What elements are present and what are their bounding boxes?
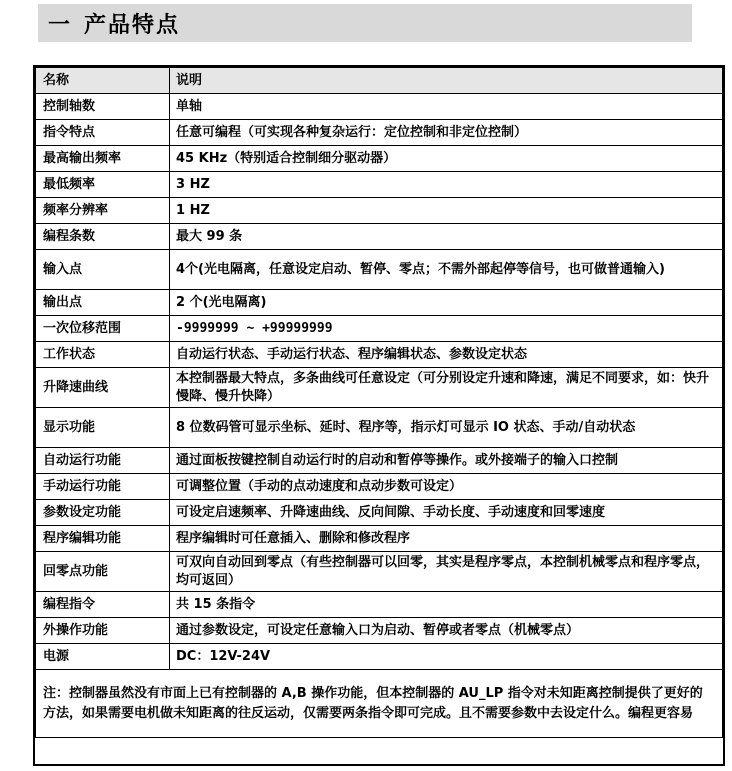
table-row: [36, 552, 723, 592]
section-title: 产品特点: [84, 12, 181, 38]
row-name: 手动运行功能: [36, 474, 170, 500]
row-desc: 4个(光电隔离，任意设定启动、暂停、零点；不需外部起停等信号，也可做普通输入): [170, 250, 723, 290]
row-desc: 8 位数码管可显示坐标、延时、程序等，指示灯可显示 IO 状态、手动/自动状态: [170, 408, 723, 448]
table-row: [36, 618, 723, 644]
table-row: [36, 198, 723, 224]
row-desc: 单轴: [170, 94, 723, 120]
row-desc: 共 15 条指令: [170, 592, 723, 618]
row-name: 升降速曲线: [36, 368, 170, 408]
row-desc: 通过面板按键控制自动运行时的启动和暂停等操作。或外接端子的输入口控制: [170, 448, 723, 474]
row-desc: 1 HZ: [170, 198, 723, 224]
table-row: [36, 592, 723, 618]
row-name: 程序编辑功能: [36, 526, 170, 552]
row-name: 回零点功能: [36, 552, 170, 592]
row-desc: 程序编辑时可任意插入、删除和修改程序: [170, 526, 723, 552]
row-name: 最低频率: [36, 172, 170, 198]
table-row: [36, 290, 723, 316]
table-row: [36, 644, 723, 670]
table-row: [36, 172, 723, 198]
table-row: [36, 250, 723, 290]
row-name: 输出点: [36, 290, 170, 316]
row-desc: 本控制器最大特点，多条曲线可任意设定（可分别设定升速和降速，满足不同要求，如：快升慢降、慢升快降）: [170, 368, 723, 408]
row-name: 显示功能: [36, 408, 170, 448]
row-desc: 任意可编程（可实现各种复杂运行：定位控制和非定位控制）: [170, 120, 723, 146]
table-row: [36, 368, 723, 408]
section-header: [38, 4, 692, 42]
table-row: [36, 94, 723, 120]
row-desc: -9999999 ~ +99999999: [170, 316, 723, 342]
table-row: [36, 224, 723, 250]
row-name: 工作状态: [36, 342, 170, 368]
row-name: 编程条数: [36, 224, 170, 250]
table-row: [36, 448, 723, 474]
row-name: 频率分辨率: [36, 198, 170, 224]
row-desc: 可设定启速频率、升降速曲线、反向间隙、手动长度、手动速度和回零速度: [170, 500, 723, 526]
table-row: [36, 474, 723, 500]
section-number: 一: [48, 12, 71, 38]
row-name: 外操作功能: [36, 618, 170, 644]
row-name: 一次位移范围: [36, 316, 170, 342]
row-desc: 最大 99 条: [170, 224, 723, 250]
row-name: 指令特点: [36, 120, 170, 146]
table-row: [36, 342, 723, 368]
row-name: 电源: [36, 644, 170, 670]
row-desc: 可双向自动回到零点（有些控制器可以回零，其实是程序零点，本控制机械零点和程序零点，均可返回）: [170, 552, 723, 592]
column-header-desc: 说明: [170, 68, 723, 94]
note-text: 注：控制器虽然没有市面上已有控制器的 A,B 操作功能，但本控制器的 AU_LP 指令对未知距离控制提供了更好的方法，如果需要电机做未知距离的往反运动，仅需要两条指令即可完成。且不需要参数中去设定什么。编程更容易: [36, 670, 723, 738]
table-row: [36, 120, 723, 146]
row-desc: 自动运行状态、手动运行状态、程序编辑状态、参数设定状态: [170, 342, 723, 368]
row-name: 输入点: [36, 250, 170, 290]
table-row: [36, 146, 723, 172]
table-row: [36, 500, 723, 526]
row-name: 最高输出频率: [36, 146, 170, 172]
table-row: [36, 408, 723, 448]
row-name: 控制轴数: [36, 94, 170, 120]
column-header-name: 名称: [36, 68, 170, 94]
table-row: [36, 316, 723, 342]
row-desc: DC：12V-24V: [170, 644, 723, 670]
table-header-row: [36, 68, 723, 94]
row-desc: 3 HZ: [170, 172, 723, 198]
row-name: 编程指令: [36, 592, 170, 618]
row-name: 自动运行功能: [36, 448, 170, 474]
row-desc: 通过参数设定，可设定任意输入口为启动、暂停或者零点（机械零点）: [170, 618, 723, 644]
feature-table: [35, 67, 723, 738]
row-desc: 可调整位置（手动的点动速度和点动步数可设定）: [170, 474, 723, 500]
row-desc: 45 KHz（特别适合控制细分驱动器）: [170, 146, 723, 172]
note-row: [36, 670, 723, 738]
row-desc: 2 个(光电隔离): [170, 290, 723, 316]
row-name: 参数设定功能: [36, 500, 170, 526]
table-row: [36, 526, 723, 552]
